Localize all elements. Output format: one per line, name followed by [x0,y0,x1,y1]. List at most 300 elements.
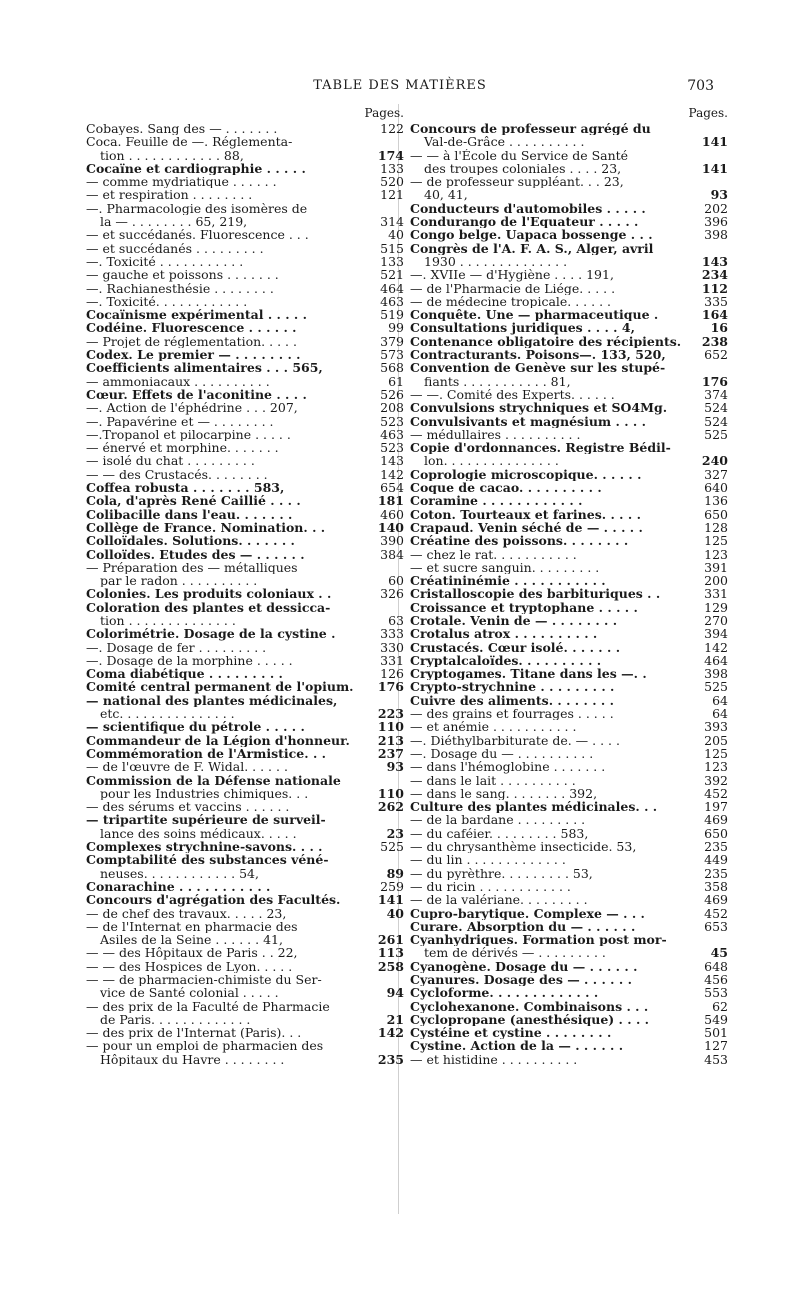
index-entry [410,907,728,920]
index-entry [410,268,728,281]
entry-page: 258 [377,958,404,974]
entry-page: 141 [701,134,728,150]
index-entry [410,641,728,654]
entry-text: — de chef des travaux. . . . . 23, [86,906,287,920]
entry-text: Cyclohexanone. Combinaisons . . . [410,999,649,1013]
index-entry [86,348,404,361]
entry-text: Colonies. Les produits coloniaux . . [86,587,332,601]
index-entry [86,707,404,720]
entry-text: — de la valériane. . . . . . . . . [410,893,588,907]
index-entry [410,481,728,494]
index-entry [86,162,404,175]
entry-page: 122 [380,121,404,136]
entry-page: 650 [704,825,728,841]
index-entry [86,1013,404,1026]
entry-text: Cobayes. Sang des — . . . . . . . [86,122,278,136]
index-entry [86,853,404,866]
index-entry [86,494,404,507]
entry-text: Convulsivants et magnésium . . . . [410,414,646,428]
entry-text: Copie d'ordonnances. Registre Bédil- [410,441,671,455]
entry-text: — — des Hôpitaux de Paris . . 22, [86,946,298,960]
entry-page: 573 [380,347,404,363]
entry-page: 653 [704,918,728,934]
entry-text: 1930 . . . . . . . . . . . . . . [424,254,568,269]
index-entry [410,813,728,826]
index-entry [86,508,404,521]
index-entry [410,1039,728,1052]
entry-page: 127 [704,1038,728,1054]
index-entry [410,707,728,720]
entry-text: Cycloforme. . . . . . . . . . . . . [410,986,599,1000]
index-entry [410,348,728,361]
entry-page: 197 [704,799,728,815]
index-entry [86,295,404,308]
index-entry [410,401,728,414]
entry-page: 654 [380,480,404,496]
entry-page: 141 [701,160,728,176]
entry-text: —. Toxicité. . . . . . . . . . . . [86,294,248,309]
entry-page: 449 [704,852,728,868]
index-entry [410,840,728,853]
entry-text: — et sucre sanguin. . . . . . . . . [410,560,600,575]
index-entry [86,973,404,986]
entry-text: — et succédanés. Fluorescence . . . [86,228,309,242]
entry-text: Cœur. Effets de l'aconitine . . . . [86,387,307,402]
index-entry [410,494,728,507]
index-entry [410,441,728,454]
index-entry [410,920,728,933]
entry-text: — tripartite supérieure de surveil- [86,813,326,827]
entry-text: — isolé du chat . . . . . . . . . [86,454,255,468]
index-entry [86,800,404,813]
entry-text: Crustacés. Cœur isolé. . . . . . . [410,640,621,654]
entry-text: Coefficients alimentaires . . . 565, [86,361,323,375]
index-entry [410,188,728,201]
entry-text: Cryptalcaloïdes. . . . . . . . . . [410,653,602,668]
index-entry [86,401,404,414]
entry-text: Crypto-strychnine . . . . . . . . . [410,680,615,694]
entry-page: 45 [710,945,728,961]
entry-text: —. Rachianesthésie . . . . . . . . [86,281,274,295]
entry-text: Cocaïnisme expérimental . . . . . [86,308,307,322]
entry-page: 648 [704,958,728,974]
index-entry [410,614,728,627]
entry-text: — des prix de l'Internat (Paris). . . [86,1026,302,1040]
index-entry [410,242,728,255]
entry-page: 464 [380,280,404,296]
entry-text: Coma diabétique . . . . . . . . . [86,667,283,681]
entry-text: Crotalus atrox . . . . . . . . . . [410,627,598,641]
entry-page: 259 [380,878,404,894]
entry-page: 515 [380,240,404,256]
entry-text: — du caféier. . . . . . . . . 583, [410,826,589,841]
index-entry [86,601,404,614]
index-entry [410,135,728,148]
entry-page: 93 [386,759,404,775]
entry-text: tion . . . . . . . . . . . . . . [100,613,236,628]
entry-text: Collège de France. Nomination. . . [86,520,326,535]
entry-page: 143 [380,453,404,469]
pages-heading: Pages. [688,106,728,120]
entry-text: Codéine. Fluorescence . . . . . . [86,321,297,335]
entry-text: — médullaires . . . . . . . . . . [410,427,581,442]
entry-text: Cryptogames. Titane dans les —. . [410,667,647,681]
entry-text: tion . . . . . . . . . . . . 88, [100,148,244,162]
entry-page: 652 [704,347,728,363]
index-entry [86,641,404,654]
entry-page: 519 [380,307,404,323]
index-entry [86,561,404,574]
index-entry [86,441,404,454]
entry-text: Comptabilité des substances véné- [86,853,329,867]
entry-text: Crapaud. Venin séché de — . . . . . [410,520,643,535]
entry-text: — dans le lait . . . . . . . . . . [410,773,576,787]
entry-page: 62 [712,998,728,1014]
index-entry [410,933,728,946]
entry-text: Codex. Le premier — . . . . . . . . [86,348,301,362]
entry-text: de Paris. . . . . . . . . . . . . [100,1012,251,1027]
entry-page: 549 [704,1011,728,1027]
index-entry [86,680,404,693]
index-entry [86,840,404,853]
entry-text: Conarachine . . . . . . . . . . . [86,879,271,894]
index-entry [410,255,728,268]
entry-text: —. Papavérine et — . . . . . . . . [86,414,274,428]
entry-page: 235 [377,1051,404,1067]
entry-text: — de médecine tropicale. . . . . . [410,294,611,309]
index-entry [410,415,728,428]
entry-text: pour les Industries chimiques. . . [100,786,309,801]
entry-page: 640 [704,480,728,496]
index-entry [410,321,728,334]
entry-page: 391 [704,559,728,575]
entry-text: Cristalloscopie des barbituriques . . [410,587,661,601]
entry-text: Congrès de l'A. F. A. S., Alger, avril [410,241,654,255]
entry-text: Colorimétrie. Dosage de la cystine . [86,627,336,641]
index-entry [410,468,728,481]
entry-text: Concours d'agrégation des Facultés. [86,893,341,907]
entry-text: Cyanhydriques. Formation post mor- [410,933,667,947]
index-entry [86,521,404,534]
entry-text: Cuivre des aliments. . . . . . . . [410,693,614,708]
entry-page: 374 [704,386,728,402]
index-entry [410,202,728,215]
entry-page: 464 [704,652,728,668]
entry-text: Croissance et tryptophane . . . . . [410,600,638,614]
entry-text: etc. . . . . . . . . . . . . . . [100,707,235,721]
index-entry [86,747,404,760]
entry-page: 394 [704,626,728,642]
index-entry [410,335,728,348]
index-entry [410,149,728,162]
index-entry [410,587,728,600]
index-entry [410,867,728,880]
index-entry [410,760,728,773]
entry-text: — de l'Internat en pharmacie des [86,919,298,934]
entry-text: — pour un emploi de pharmacien des [86,1039,324,1053]
entry-text: — — à l'École du Service de Santé [410,148,629,162]
index-entry [86,135,404,148]
index-entry [410,787,728,800]
entry-page: 525 [380,839,404,855]
entry-text: Conducteurs d'automobiles . . . . . [410,201,646,216]
index-entry [410,1013,728,1026]
entry-page: 396 [704,214,728,230]
entry-text: Coloration des plantes et dessicca- [86,600,331,614]
entry-text: —. Toxicité . . . . . . . . . . . [86,254,244,269]
index-entry [86,454,404,467]
index-entry [410,574,728,587]
entry-page: 650 [704,506,728,522]
entry-page: 110 [377,719,404,735]
entry-page: 121 [380,187,404,203]
index-entry [86,388,404,401]
index-entry [86,375,404,388]
entry-text: — — de pharmacien-chimiste du Ser- [86,973,322,987]
entry-text: Conquête. Une — pharmaceutique . [410,308,659,322]
index-entry [86,986,404,999]
entry-page: 237 [377,745,404,761]
entry-text: —. Dosage de la morphine . . . . . [86,653,293,668]
entry-text: — du lin . . . . . . . . . . . . . [410,853,566,867]
index-entry [86,720,404,733]
entry-page: 523 [380,440,404,456]
index-entry [410,215,728,228]
entry-page: 523 [380,413,404,429]
index-entry [86,242,404,255]
entry-page: 223 [377,706,404,722]
index-entry [410,734,728,747]
page-number: 703 [687,78,714,94]
index-entry [410,800,728,813]
index-entry [86,175,404,188]
entry-text: Créatininémie . . . . . . . . . . . [410,574,606,588]
entry-text: Coffea robusta . . . . . . . 583, [86,481,285,495]
index-entry [86,694,404,707]
entry-page: 525 [704,679,728,695]
entry-text: Coramine . . . . . . . . . . . . [410,494,583,508]
entry-page: 89 [386,865,404,881]
index-entry [86,202,404,215]
index-entry [86,734,404,747]
index-column-left [86,104,404,1066]
entry-text: Asiles de la Seine . . . . . . 41, [100,933,283,947]
entry-page: 133 [380,253,404,269]
index-entry [410,122,728,135]
index-entry [410,375,728,388]
entry-page: 125 [704,533,728,549]
entry-page: 240 [701,453,728,469]
index-entry [86,1026,404,1039]
entry-text: — national des plantes médicinales, [86,693,338,708]
index-entry [410,1053,728,1066]
entry-page: 568 [380,360,404,376]
entry-page: 525 [704,426,728,442]
entry-page: 141 [377,892,404,908]
index-entry [86,534,404,547]
entry-text: —.Tropanol et pilocarpine . . . . . [86,427,291,442]
entry-text: Coque de cacao. . . . . . . . . . [410,481,602,495]
entry-page: 176 [377,679,404,695]
entry-page: 63 [388,612,404,628]
entry-page: 553 [704,985,728,1001]
entry-page: 390 [380,533,404,549]
entry-page: 40 [386,905,404,921]
entry-text: Commémoration de l'Armistice. . . [86,746,327,761]
index-entry [86,614,404,627]
entry-page: 23 [386,825,404,841]
index-entry [410,361,728,374]
entry-text: — de l'œuvre de F. Widal. . . . . . [86,760,288,774]
index-entry [86,215,404,228]
entry-page: 314 [380,214,404,230]
index-entry [410,720,728,733]
index-entry [86,787,404,800]
entry-text: la — . . . . . . . . 65, 219, [100,215,248,229]
page-header [0,78,800,98]
entry-text: Contracturants. Poisons—. 133, 520, [410,348,666,362]
entry-text: lance des soins médicaux. . . . . [100,826,297,841]
index-entry [86,149,404,162]
index-entry [86,428,404,441]
entry-text: Convention de Genève sur les stupé- [410,361,666,375]
index-entry [86,667,404,680]
entry-text: —. Dosage du — . . . . . . . . . . [410,746,594,761]
index-entry [86,481,404,494]
entry-page: 123 [704,546,728,562]
entry-text: Coca. Feuille de —. Réglementa- [86,135,293,149]
entry-page: 460 [380,506,404,522]
entry-text: — comme mydriatique . . . . . . [86,175,277,189]
index-entry [86,893,404,906]
entry-text: — énervé et morphine. . . . . . . [86,441,279,455]
entry-page: 521 [380,267,404,283]
index-entry [410,561,728,574]
entry-page: 125 [704,745,728,761]
entry-text: fiants . . . . . . . . . . . 81, [424,374,571,388]
index-entry [86,468,404,481]
entry-page: 128 [704,519,728,535]
entry-page: 526 [380,386,404,402]
entry-text: —. Pharmacologie des isomères de [86,201,308,216]
index-entry [86,122,404,135]
index-entry [410,853,728,866]
index-entry [410,534,728,547]
index-entry [410,880,728,893]
index-entry [410,680,728,693]
entry-text: — scientifique du pétrole . . . . . [86,720,305,734]
entry-page: 330 [380,639,404,655]
entry-page: 213 [377,732,404,748]
entry-page: 60 [388,573,404,589]
entry-text: —. Dosage de fer . . . . . . . . . [86,640,267,654]
entry-text: — de l'Pharmacie de Liége. . . . . [410,281,616,295]
index-entry [410,428,728,441]
index-entry [410,454,728,467]
entry-page: 520 [380,174,404,190]
entry-page: 142 [704,639,728,655]
entry-page: 181 [377,493,404,509]
index-entry [410,986,728,999]
index-entry [86,1053,404,1066]
entry-text: — et anémie . . . . . . . . . . . [410,720,577,734]
entry-text: — — des Crustacés. . . . . . . . [86,467,268,482]
entry-page: 200 [704,573,728,589]
entry-page: 453 [704,1051,728,1067]
entry-page: 501 [704,1025,728,1041]
entry-text: Crotale. Venin de — . . . . . . . . [410,613,618,628]
entry-page: 262 [377,799,404,815]
entry-page: 64 [712,706,728,722]
entry-page: 331 [380,652,404,668]
entry-text: lon. . . . . . . . . . . . . . . [424,454,559,468]
entry-page: 392 [704,772,728,788]
entry-page: 142 [377,1025,404,1041]
entry-text: — — des Hospices de Lyon. . . . . [86,959,293,973]
entry-text: Hôpitaux du Havre . . . . . . . . [100,1052,285,1067]
entry-page: 40 [388,227,404,243]
entry-page: 234 [701,267,728,283]
entry-page: 463 [380,426,404,442]
entry-text: — et respiration . . . . . . . . [86,188,253,202]
entry-text: Colloïdales. Solutions. . . . . . . [86,534,295,548]
entry-text: — Projet de réglementation. . . . . [86,334,297,349]
entry-page: 202 [704,200,728,216]
index-entry [410,827,728,840]
entry-page: 327 [704,466,728,482]
entry-text: — —. Comité des Experts. . . . . . [410,387,615,402]
entry-page: 21 [386,1011,404,1027]
entry-page: 110 [377,785,404,801]
index-entry [410,654,728,667]
pages-heading: Pages. [364,106,404,120]
entry-text: — des sérums et vaccins . . . . . . [86,800,290,814]
index-entry [410,295,728,308]
entry-page: 16 [710,320,728,336]
index-entry [410,667,728,680]
index-entry [86,813,404,826]
entry-text: Commission de la Défense nationale [86,773,341,787]
entry-text: —. XVIIe — d'Hygiène . . . . 191, [410,268,614,282]
entry-text: Condurango de l'Equateur . . . . . [410,215,639,229]
entry-text: — dans l'hémoglobine . . . . . . . [410,760,606,774]
index-entry [410,521,728,534]
index-entry [86,1039,404,1052]
entry-text: Culture des plantes médicinales. . . [410,800,658,814]
entry-text: — des grains et fourrages . . . . . [410,707,614,721]
entry-page: 379 [380,333,404,349]
entry-page: 261 [377,932,404,948]
entry-page: 463 [380,293,404,309]
index-entry [410,627,728,640]
index-entry [86,574,404,587]
index-entry [410,774,728,787]
entry-text: — de la bardane . . . . . . . . . [410,813,586,827]
index-entry [86,335,404,348]
entry-page: 238 [701,333,728,349]
entry-text: Cystine. Action de la — . . . . . . [410,1039,624,1053]
index-entry [410,946,728,959]
entry-page: 208 [380,400,404,416]
entry-page: 456 [704,972,728,987]
index-entry [410,694,728,707]
index-entry [86,228,404,241]
entry-page: 398 [704,666,728,682]
index-entry [86,907,404,920]
index-entry [86,946,404,959]
entry-text: Cocaïne et cardiographie . . . . . [86,161,306,176]
entry-text: Contenance obligatoire des récipients. [410,334,682,349]
